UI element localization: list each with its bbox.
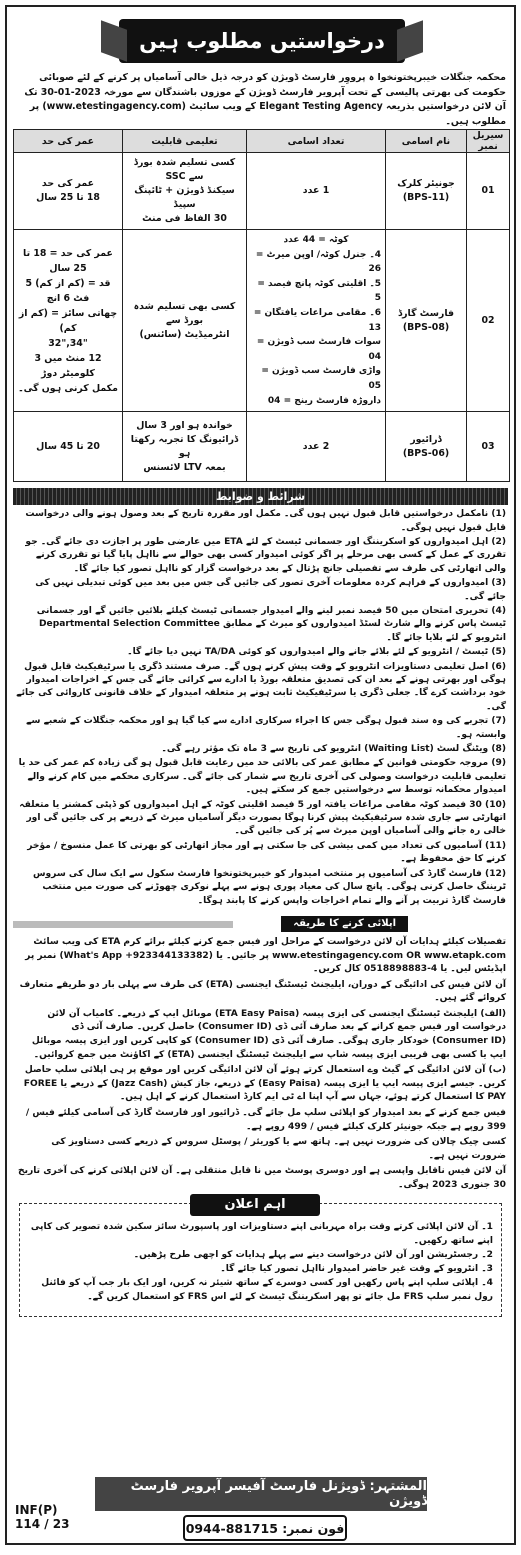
- education-line: کسی تسلیم شدہ بورڈ سے SSC: [133, 157, 236, 182]
- age-line: چھاتی سائز = (کم از کم): [18, 307, 118, 334]
- term-item: (2) اہل امیدواروں کو اسکریننگ اور جسمانی ٹیسٹ کے لئے ETA میں عارضی طور پر اجازت دی جائے گی۔ جو تقرری کے عمل کے کسی بھی مرحلے پر اگر کوئی امیدوار کسی بھی حوالے سے نااہل پایا گیا تو تقرری کرنے والی اتھارٹی کی طرف سے تفصیلی جانچ پڑتال کے بعد درخواست گزار کو نااہل تصور کیا جائے گا۔: [25, 536, 506, 574]
- age-cell: [14, 230, 123, 412]
- apply-alt-website-link[interactable]: OR www.etapk.com: [406, 950, 506, 961]
- term-item: (12) فارسٹ گارڈ کی آسامیوں پر منتخب امیدوار کو خیبرپختونخوا فارسٹ سکول سے ایک سال کی سروس ٹریننگ حاصل کرنی ہوگی۔ پانچ سال کی معیاد پوری ہونے سے پہلے نوکری چھوڑنے کی صورت میں منتخب فارسٹ گارڈ تربیت پر آنے والے تمام اخراجات واپس کرنے کا پابند ہوگا۔: [32, 868, 506, 906]
- education-cell: [123, 153, 247, 230]
- inf-line: 114 / 23: [15, 1517, 70, 1531]
- terms-list: [7, 508, 514, 908]
- term-item: (8) ویٹنگ لسٹ (Waiting List) انٹرویو کی تاریخ سے 3 ماہ تک مؤثر رہے گی۔: [161, 744, 506, 755]
- intro-text-c: کے: [245, 101, 256, 112]
- quantity-line: 1 عدد: [302, 185, 330, 196]
- serial-cell: 01: [467, 153, 510, 230]
- quantity-cell: [247, 412, 386, 482]
- footer-phone: [183, 1515, 347, 1541]
- phone-label: فون نمبر:: [282, 1520, 345, 1536]
- notice-list: [20, 1220, 501, 1304]
- header-quantity: تعداد اسامی: [247, 130, 386, 153]
- education-line: انٹرمیڈیٹ (سائنس): [139, 328, 230, 340]
- intro-paragraph: [7, 69, 514, 129]
- quantity-line: 2 عدد: [302, 440, 330, 452]
- term-item: (3) امیدواروں کے فراہم کردہ معلومات آخری تصور کی جائیں گی جس میں بعد میں کوئی تبدیلی نہیں کی جائے گی۔: [35, 578, 506, 602]
- apply-text: کال کریں۔: [313, 964, 361, 975]
- term-item: (1) نامکمل درخواستیں قابل قبول نہیں ہوں گی۔ مکمل اور مقررہ تاریخ کے بعد وصول ہونے والی درخواست قابل قبول نہیں ہوگی۔: [25, 509, 506, 533]
- quantity-line: داروڑہ فارسٹ رینج = 04: [267, 395, 381, 406]
- post-name-cell: [386, 412, 467, 482]
- quantity-line: 5۔ اقلیتی کوٹہ پانچ فیصد = 5: [257, 278, 381, 304]
- footer: [7, 1467, 514, 1543]
- quantity-cell: [247, 230, 386, 412]
- apply-paragraph: فیس جمع کرنے کے بعد امیدوار کو اپلائی سلپ مل جائے گی۔ ڈرائیور اور فارسٹ گارڈ کی آسامی کیلئے فیس / 399 روپے ہے جبکہ جونیئر کلرک کیلئے فیس / 499 روپے ہے۔: [25, 1108, 506, 1132]
- table-row: [14, 412, 510, 482]
- vacancies-table: [13, 129, 510, 482]
- post-name-cell: [386, 230, 467, 412]
- inf-line: INF(P): [15, 1503, 58, 1517]
- apply-website-link[interactable]: www.etestingagency.com: [272, 950, 404, 961]
- apply-text: نمبر پر اپڈیٹس لیں۔ یا: [25, 950, 506, 975]
- table-row: [14, 230, 510, 412]
- post-scale: (BPS-06): [402, 447, 450, 459]
- decorative-stripe: [13, 921, 233, 928]
- quantity-line: سوات فارسٹ سب ڈویژن = 04: [256, 337, 381, 362]
- intro-site-prefix: ویب سائیٹ: [189, 101, 242, 112]
- post-name: فارسٹ گارڈ: [397, 307, 454, 319]
- banner-area: [7, 7, 514, 69]
- apply-paragraph: آن لائن فیس ناقابل واپسی ہے اور دوسری پوسٹ میں نا قابل منتقلی ہے۔ آن لائن اپلائی کرنے کی آخری تاریخ 30 جنوری 2023 ہوگی۔: [18, 1166, 506, 1190]
- term-item: (9) مروجہ حکومتی قوانین کے مطابق عمر کی بالائی حد میں رعایت قابل قبول ہو گی زیادہ کم عمر کی حد یا تعلیمی قابلیت درخواست وصولی کی آخری تاریخ سے شمار کی جائے گی۔ سرکاری محکمے میں کام کرنے والے امیدوار محکمانہ توسط سے درخواستیں جمع کر سکتے ہیں۔: [18, 758, 506, 796]
- apply-paragraph: (الف) ایلیجنٹ ٹیسٹنگ ایجنسی کی ایزی پیسہ (ETA Easy Paisa) موبائل ایپ کے ذریعے۔ کامیاب آن لائن درخواست اور فیس جمع کرانے کے بعد صارف آئی ڈی (Consumer ID) حاصل کریں۔ صارف آئی ڈی (Consumer ID) خودکار جاری ہوگی۔ صارف آئی ڈی (Consumer ID) کو کاپی کریں اور ایزی پیسہ موبائل ایپ یا کسی بھی قریبی ایزی پیسہ شاپ سے ایلیجنٹ ٹیسٹنگ ایجنسی (ETA) کے اکاؤنٹ میں جمع کروائیں۔: [31, 1008, 506, 1060]
- agency-name: Elegant Testing Agency: [259, 101, 383, 112]
- education-line: خواندہ ہو اور 3 سال: [136, 419, 233, 431]
- notice-item: 1۔ آن لائن اپلائی کرتے وقت براہ مہربانی اپنے دستاویزات اور پاسپورٹ سائز سکین شدہ تصویر کی کاپی اپنے ساتھ رکھیں۔: [30, 1221, 493, 1246]
- education-line: 30 الفاظ فی منٹ: [142, 213, 227, 224]
- advertiser: المشتہر: ڈویژنل فارسٹ آفیسر آپرویر فارسٹ ڈویژن: [95, 1477, 427, 1511]
- notice-item: 4۔ اپلائی سلپ اپنے پاس رکھیں اور کسی دوسرے کے ساتھ شیئر نہ کریں، اور ایک بار جب آپ کو فائنل رول نمبر سلپ FRS مل جائے تو پھر اسکریننگ ٹیسٹ کے لئے اس FRS کو استعمال کریں گے۔: [41, 1277, 493, 1302]
- terms-heading: شرائط و ضوابط: [13, 488, 508, 505]
- whatsapp-number[interactable]: (What's App +923344133382): [59, 950, 213, 961]
- apply-text: پر جائیں۔ یا: [216, 950, 269, 961]
- age-line: عمر کی حد: [41, 178, 95, 189]
- header-age-limit: عمر کی حد: [14, 130, 123, 153]
- post-scale: (BPS-08): [402, 321, 450, 333]
- serial-cell: 02: [467, 230, 510, 412]
- serial-cell: 03: [467, 412, 510, 482]
- how-to-apply: [7, 936, 514, 1193]
- quantity-line: 4۔ جنرل کوٹہ/ اوپن میرٹ = 26: [255, 249, 381, 275]
- intro-site-suffix: پر مطلوب ہیں۔: [29, 101, 506, 127]
- apply-paragraph: (ب) آن لائن ادائیگی کے گیٹ وے استعمال کرتے ہوئے آن لائن ادائیگی کریں اور موقع پر ہی اپلائی سلپ حاصل کریں۔ جیسے ایزی پیسہ ایپ یا ایزی پیسہ (Easy Paisa) کے ذریعے، جاز کیش (Jazz Cash) کے ذریعے یا FOREE PAY کا استعمال کرتے ہوئے، جہاں سے آپ اپنا اے ٹی ایم کارڈ استعمال کرنے کے اہل ہیں۔: [23, 1065, 506, 1103]
- intro-text-b: تک آن لائن درخواستیں بذریعہ: [24, 86, 506, 112]
- table-row: [14, 153, 510, 230]
- quantity-line: کوٹہ = 44 عدد: [283, 235, 349, 245]
- education-cell: [123, 230, 247, 412]
- age-line: 20 تا 45 سال: [36, 440, 100, 452]
- quantity-line: واڑی فارسٹ سب ڈویژن = 05: [261, 366, 381, 391]
- age-line: عمر کی حد = 18 تا 25 سال: [23, 247, 113, 274]
- header-serial: سیریل نمبر: [467, 130, 510, 153]
- notice-item: 2۔ رجسٹریشن اور آن لائن درخواست دینے سے پہلے ہدایات کو اچھی طرح پڑھیں۔: [133, 1249, 493, 1260]
- quantity-line: 6۔ مقامی مراعات یافتگان = 13: [253, 307, 381, 333]
- age-cell: [14, 412, 123, 482]
- inf-reference: [15, 1503, 70, 1531]
- post-scale: (BPS-11): [402, 192, 450, 203]
- term-item: (7) تجربے کی وہ سند قبول ہوگی جس کا اجراء سرکاری ادارے سے کیا گیا ہو اور محکمہ جنگلات کے شعبے سے وابستہ ہو۔: [26, 716, 506, 740]
- post-name-cell: [386, 153, 467, 230]
- education-line: کسی بھی تسلیم شدہ بورڈ سے: [133, 300, 236, 326]
- notice-item: 3۔ انٹرویو کے وقت غیر حاضر امیدوار نااہل تصور کیا جائے گا۔: [220, 1263, 493, 1274]
- education-cell: [123, 412, 247, 482]
- age-line: قد = (کم از کم) 5 فٹ 6 انچ: [25, 277, 111, 304]
- term-item: (6) اصل تعلیمی دستاویزات انٹرویو کے وقت پیش کرنے ہوں گے۔ صرف مستند ڈگری یا سرٹیفیکیٹ قابل قبول ہوگی اور بھرتی ہونے کے بعد ان کی تصدیق متعلقہ بورڈ یا ادارے سے کرائی جائے گی جس کے اخراجات امیدوار خود برداشت کرے گا۔ جعلی ڈگری یا سرٹیفیکیٹ ثابت ہونے پر متعلقہ امیدوار کے خلاف قانونی کاروائی کی جائے گی۔: [16, 661, 506, 712]
- education-line: سیکنڈ ڈویژن + ٹائپنگ سپیڈ: [134, 185, 235, 210]
- header-post-name: نام اسامی: [386, 130, 467, 153]
- apply-heading-bar: [13, 916, 508, 932]
- page-title: درخواستیں مطلوب ہیں: [119, 19, 405, 63]
- term-item: (5) ٹیسٹ / انٹرویو کے لئے بلائے جانے والے امیدواروں کو کوئی TA/DA نہیں دیا جائے گا۔: [127, 647, 506, 658]
- education-line: بمعہ LTV لائسنس: [143, 461, 226, 473]
- term-item: (10) 30 فیصد کوٹہ مقامی مراعات یافتہ اور 5 فیصد اقلیتی کوٹہ کے اہل امیدواروں کو ڈپٹی کمشنر یا متعلقہ اتھارٹی سے جاری شدہ سرٹیفیکیٹ پیش کرنا ہوگا بصورت دیگر آسامیاں میرٹ کے ذریعے پر کی جائیں گی اور خالی رہ جانے والی آسامیاں اوپن میرٹ سے پُر کی جائیں گی۔: [19, 799, 506, 837]
- post-name: جونیئر کلرک: [397, 178, 455, 189]
- age-cell: [14, 153, 123, 230]
- important-notice-box: [19, 1196, 502, 1317]
- term-item: (11) آسامیوں کی تعداد میں کمی بیشی کی جا سکتی ہے اور مجاز اتھارٹی کو بھرتی کا عمل منسوخ / مؤخر کرنے کا حق محفوظ ہے۔: [27, 840, 506, 865]
- term-item: (4) تحریری امتحان میں 50 فیصد نمبر لینے والے امیدوار جسمانی ٹیسٹ کیلئے بلائیں جائیں گے اور جسمانی ٹیسٹ پاس کرنے والے شارٹ لسٹڈ امیدواروں کو میرٹ کے مطابق Departmental Selection Committee انٹرویو کے لئے بلایا جائے گا۔: [36, 605, 506, 643]
- education-line: ڈرائیونگ کا تجربہ رکھتا ہو: [130, 433, 239, 459]
- apply-heading: اپلائی کرنے کا طریقہ: [281, 916, 408, 932]
- last-date: 30-01-2023: [40, 86, 101, 98]
- header-education: تعلیمی قابلیت: [123, 130, 247, 153]
- quantity-cell: [247, 153, 386, 230]
- table-header-row: [14, 130, 510, 153]
- intro-text-a: محکمہ جنگلات خیبرپختونخوا ہ پرووِر فارسٹ ڈویژن کو درجہ ذیل خالی آسامیاں پر کرنے کے لئے صوبائی حکومت کی بھرتی پالیسی کے تحت آپرویر فارسٹ ڈویژن کے موزوں باشندگان سے مورخہ: [39, 72, 506, 98]
- advertisement-page: [5, 5, 516, 1545]
- age-line: 18 تا 25 سال: [36, 192, 100, 203]
- intro-website[interactable]: (www.etestingagency.com): [42, 101, 186, 112]
- apply-phone-number[interactable]: 0518898883-4: [363, 964, 438, 975]
- apply-paragraph: آن لائن فیس کی ادائیگی کے دوران، ایلیجنٹ ٹیسٹنگ ایجنسی (ETA) کی طرف سے پہلی بار دو طریقے متعارف کروائے گئے ہیں۔: [19, 979, 506, 1004]
- phone-number[interactable]: 0944-881715: [185, 1520, 278, 1536]
- apply-paragraph: کسی چیک چالان کی ضرورت نہیں ہے۔ ہاتھ سے یا کوریئر / پوسٹل سروس کے ذریعے کسی دستاویز کی ضرورت نہیں ہے۔: [51, 1137, 506, 1161]
- age-line: مکمل کرنی ہوں گی۔: [18, 382, 118, 394]
- apply-text: تفصیلات کیلئے ہدایات آن لائن درخواست کے مراحل اور فیس جمع کرنے کیلئے برائے کرم ETA کی ویب سائٹ: [33, 936, 506, 947]
- age-line: 12 منٹ میں 3 کلومیٹر دوڑ: [34, 352, 102, 379]
- notice-heading: اہم اعلان: [190, 1194, 320, 1216]
- age-line: 32",34": [48, 337, 88, 349]
- post-name: ڈرائیور: [410, 433, 442, 445]
- apply-contact-paragraph: [15, 936, 506, 977]
